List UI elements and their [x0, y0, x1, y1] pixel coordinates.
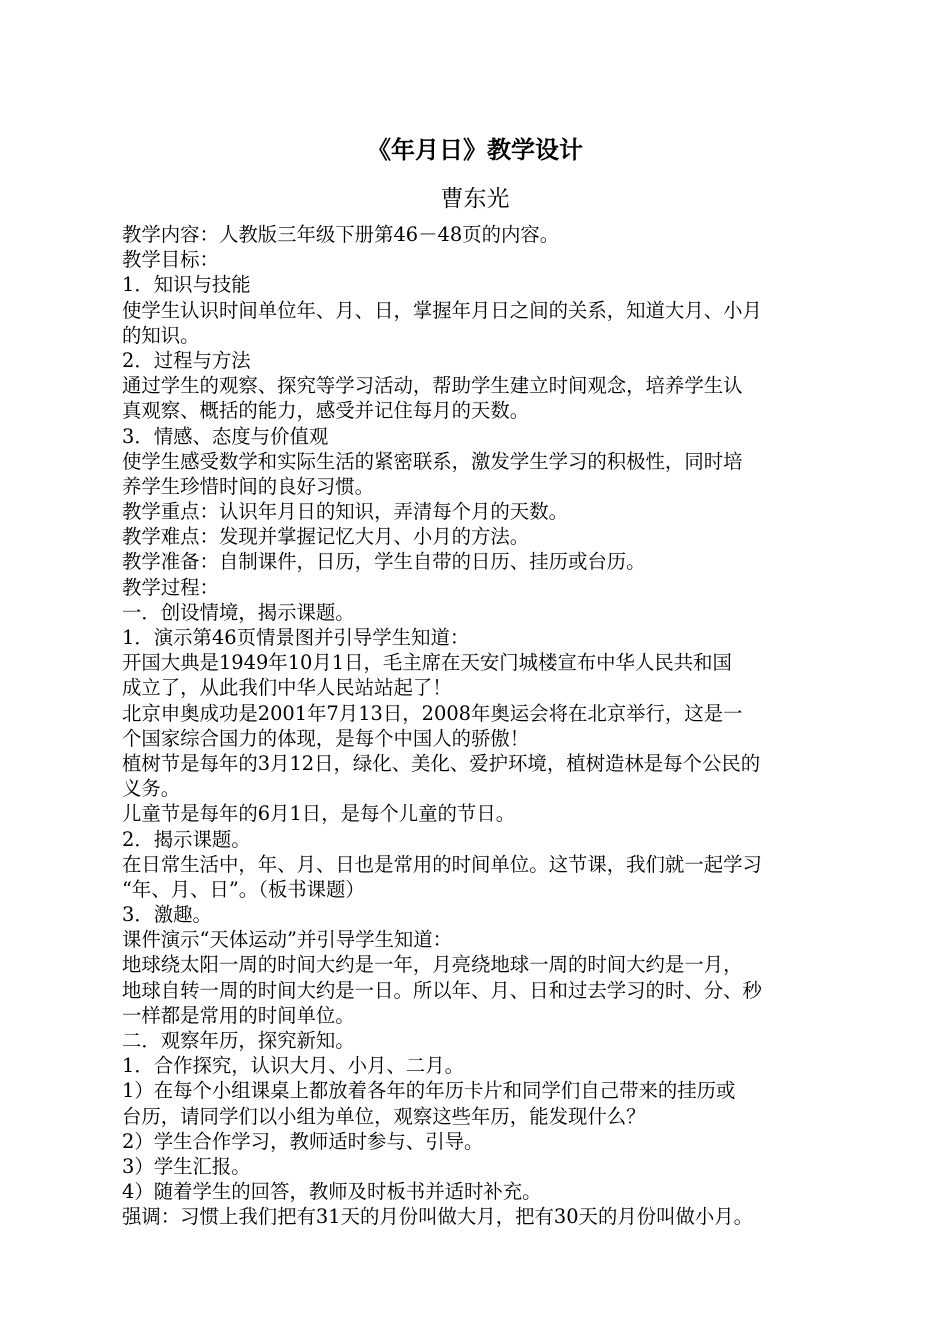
- text-line: 地球自转一周的时间大约是一日。所以年、月、日和过去学习的时、分、秒: [122, 978, 762, 1002]
- text-line: 成立了，从此我们中华人民站站起了！: [122, 676, 452, 700]
- text-line: 义务。: [122, 777, 181, 801]
- text-line: 的知识。: [122, 323, 200, 347]
- document-author: 曹东光: [440, 186, 510, 212]
- text-line: 4）随着学生的回答，教师及时板书并适时补充。: [122, 1180, 542, 1204]
- document-title: 《年月日》教学设计: [367, 135, 583, 164]
- text-line: 使学生认识时间单位年、月、日，掌握年月日之间的关系，知道大月、小月: [122, 298, 762, 322]
- text-line: 2．过程与方法: [122, 348, 251, 372]
- text-line: 通过学生的观察、探究等学习活动，帮助学生建立时间观念，培养学生认: [122, 374, 743, 398]
- text-line: 使学生感受数学和实际生活的紧密联系，激发学生学习的积极性，同时培: [122, 449, 743, 473]
- text-line: 在日常生活中，年、月、日也是常用的时间单位。这节课，我们就一起学习: [122, 852, 762, 876]
- text-line: 3．情感、态度与价值观: [122, 424, 329, 448]
- text-line: 1．合作探究，认识大月、小月、二月。: [122, 1054, 464, 1078]
- text-line: 2）学生合作学习，教师适时参与、引导。: [122, 1129, 484, 1153]
- text-line: 台历，请同学们以小组为单位，观察这些年历，能发现什么？: [122, 1104, 646, 1128]
- text-line: 3．激趣。: [122, 903, 212, 927]
- text-line: 强调：习惯上我们把有31天的月份叫做大月，把有30天的月份叫做小月。: [122, 1205, 754, 1229]
- text-line: 植树节是每年的3月12日，绿化、美化、爱护环境，植树造林是每个公民的: [122, 751, 761, 775]
- text-line: 儿童节是每年的6月1日，是每个儿童的节日。: [122, 802, 516, 826]
- text-line: 课件演示“天体运动”并引导学生知道：: [122, 928, 453, 952]
- text-line: 个国家综合国力的体现，是每个中国人的骄傲！: [122, 726, 530, 750]
- text-line: 二．观察年历，探究新知。: [122, 1029, 355, 1052]
- text-line: 地球绕太阳一周的时间大约是一年，月亮绕地球一周的时间大约是一月，: [122, 953, 743, 977]
- text-line: 教学过程：: [122, 575, 219, 599]
- text-line: 北京申奥成功是2001年7月13日，2008年奥运会将在北京举行，这是一: [122, 701, 743, 725]
- text-line: 2．揭示课题。: [122, 827, 251, 851]
- text-line: “年、月、日”。（板书课题）: [122, 877, 365, 901]
- text-line: 教学难点：发现并掌握记忆大月、小月的方法。: [122, 525, 530, 549]
- text-line: 一样都是常用的时间单位。: [122, 1003, 355, 1027]
- text-line: 养学生珍惜时间的良好习惯。: [122, 474, 375, 498]
- text-line: 1）在每个小组课桌上都放着各年的年历卡片和同学们自己带来的挂历或: [122, 1079, 736, 1103]
- text-line: 真观察、概括的能力，感受并记住每月的天数。: [122, 399, 530, 423]
- text-line: 教学目标：: [122, 248, 219, 272]
- text-line: 开国大典是1949年10月1日，毛主席在天安门城楼宣布中华人民共和国: [122, 651, 732, 675]
- document-body: [122, 222, 832, 1230]
- text-line: 教学准备：自制课件，日历，学生自带的日历、挂历或台历。: [122, 550, 646, 574]
- text-line: 3）学生汇报。: [122, 1154, 251, 1178]
- text-line: 一．创设情境，揭示课题。: [122, 600, 355, 624]
- text-line: 教学重点：认识年月日的知识，弄清每个月的天数。: [122, 500, 568, 524]
- text-line: 1．知识与技能: [122, 273, 251, 297]
- text-line: 教学内容：人教版三年级下册第46－48页的内容。: [122, 223, 560, 246]
- text-line: 1．演示第46页情景图并引导学生知道：: [122, 626, 470, 649]
